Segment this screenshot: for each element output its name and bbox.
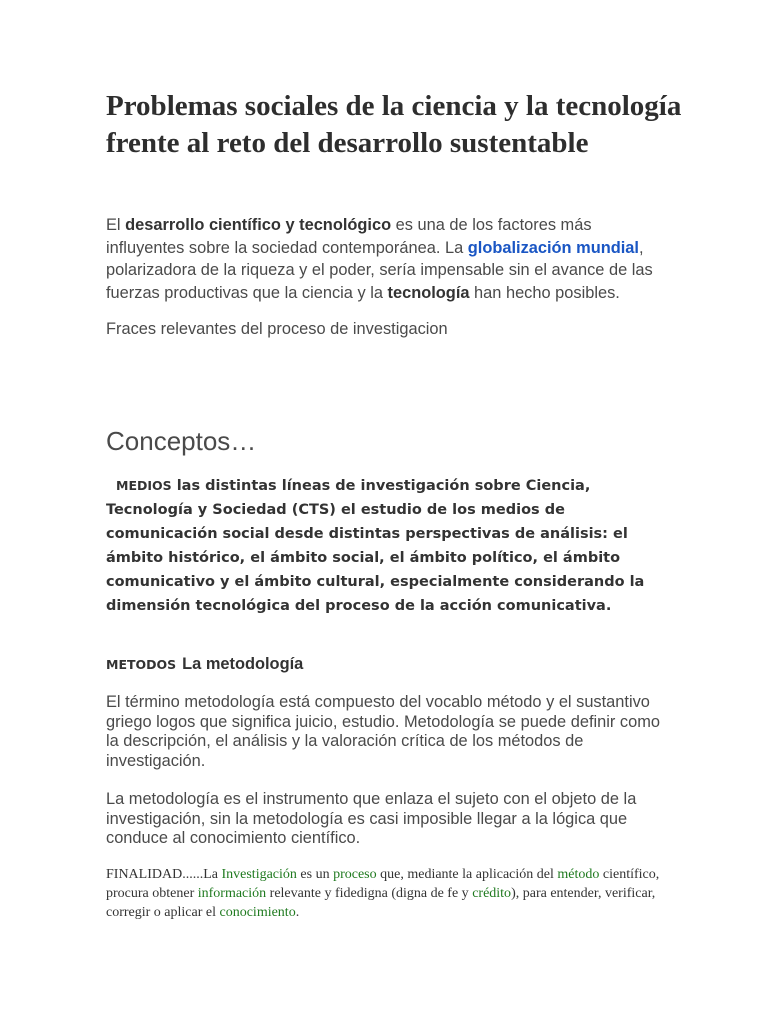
finalidad-text: FINALIDAD......La <box>106 867 222 882</box>
finalidad-text: ), para entender, verificar, corregir o aplicar el <box>106 886 656 920</box>
intro-text: , polarizadora de la riqueza y el poder, sería impensable sin el avance de las fuerzas productivas que la ciencia y la <box>106 238 653 302</box>
link-conocimiento[interactable]: conocimiento <box>219 905 296 920</box>
intro-text: han hecho posibles. <box>469 283 620 302</box>
finalidad-text: . <box>295 905 300 920</box>
metodos-subtitle: La metodología <box>182 655 304 673</box>
intro-bold-term: desarrollo científico y tecnológico <box>125 216 392 234</box>
finalidad-text: es un <box>296 867 334 882</box>
finalidad-paragraph <box>106 865 666 922</box>
medios-text: las distintas líneas de investigación sobre Ciencia, Tecnología y Sociedad (CTS) el estudio de los medios de comunicación social desde distintas perspectivas de análisis: el ámbito histórico, el ámbito social, el ámbito político, el ámbito comunicativo y el ámbito cultural, especialmente considerando la dimensión tecnológica del proceso de la acción comunicativa. <box>106 478 645 615</box>
intro-text: es una de los factores más influyentes sobre la sociedad contemporánea. La <box>106 216 592 257</box>
metodologia-paragraph-2: La metodología es el instrumento que enlaza el sujeto con el objeto de la investigación, sin la metodología es casi imposible llegar a la lógica que conduce al conocimiento científico. <box>106 790 637 847</box>
document-title: Problemas sociales de la ciencia y la tecnología frente al reto del desarrollo sustentable <box>106 90 682 159</box>
link-informacion[interactable]: información <box>197 886 267 901</box>
metodos-heading <box>106 652 666 677</box>
link-metodo[interactable]: método <box>557 867 600 882</box>
globalizacion-link[interactable]: globalización mundial <box>467 238 639 257</box>
medios-label: MEDIOS <box>116 478 172 493</box>
intro-text: El <box>106 216 126 234</box>
link-credito[interactable]: crédito <box>472 886 512 901</box>
medios-paragraph <box>106 474 666 619</box>
link-investigacion[interactable]: Investigación <box>221 867 297 882</box>
intro-bold-term: tecnología <box>387 283 470 302</box>
link-proceso[interactable]: proceso <box>333 867 377 882</box>
intro-paragraph <box>106 214 666 304</box>
finalidad-text: relevante y fidedigna (digna de fe y <box>266 886 473 901</box>
metodologia-paragraph-1: El término metodología está compuesto del vocablo método y el sustantivo griego logos que significa juicio, estudio. Metodología se puede definir como la descripción, el análisis y la valoración crítica de los métodos de investigación. <box>106 693 660 770</box>
section-heading-conceptos: Conceptos… <box>106 426 257 456</box>
finalidad-text: científico, procura obtener <box>106 867 660 901</box>
phrases-line: Fraces relevantes del proceso de investigacion <box>106 320 448 338</box>
finalidad-text: que, mediante la aplicación del <box>376 867 558 882</box>
metodos-label: METODOS <box>106 657 177 672</box>
